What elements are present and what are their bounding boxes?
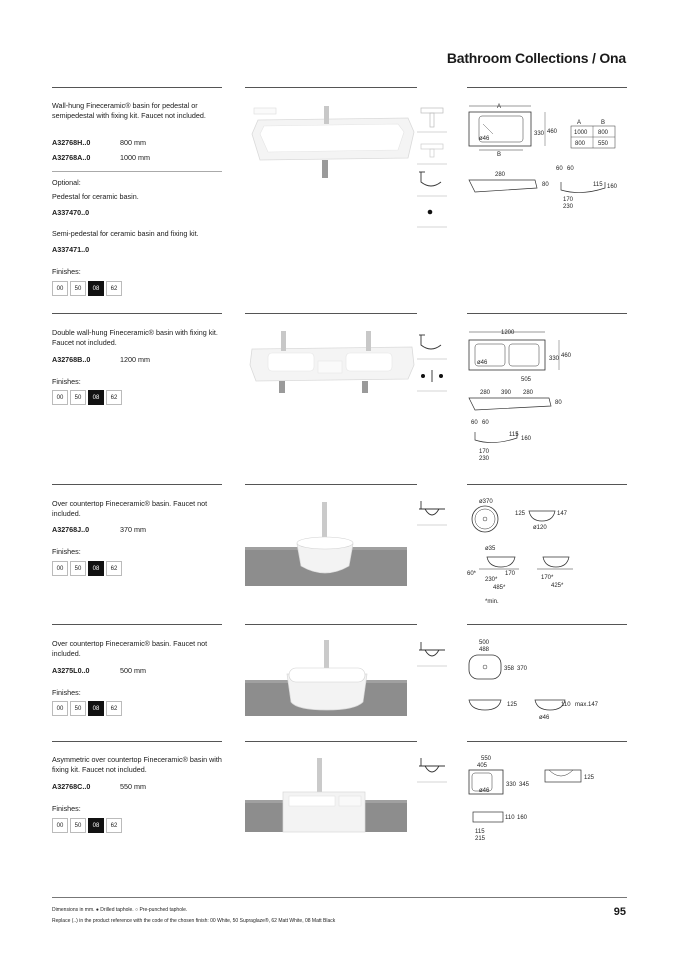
divider — [52, 171, 222, 172]
technical-drawing — [465, 326, 630, 466]
dim-label: 80 — [542, 182, 549, 188]
technical-drawing — [465, 495, 630, 610]
section-rule — [467, 624, 627, 625]
section-rule — [245, 313, 417, 314]
table-cell: 1000 — [574, 130, 588, 136]
optional-item-text: Semi-pedestal for ceramic basin and fixing kit. — [52, 229, 199, 238]
dim-label: 390 — [501, 390, 512, 396]
dim-label: 115 — [475, 829, 485, 835]
finish-swatches — [52, 701, 124, 716]
dim-label: 505 — [521, 377, 532, 383]
dim-label: 460 — [547, 129, 558, 135]
dim-label: 330 — [506, 782, 517, 788]
dim-label: 60 — [567, 166, 574, 172]
dim-label: 147 — [557, 511, 568, 517]
mounting-icons — [417, 636, 447, 672]
countertop-icon — [419, 501, 445, 515]
mounting-icons — [417, 752, 447, 788]
product-size: 550 mm — [120, 782, 146, 791]
dim-label: 1200 — [501, 330, 515, 336]
table-header: A — [577, 120, 582, 126]
dim-label: 80 — [555, 400, 562, 406]
finish-swatch: 00 — [52, 561, 68, 576]
dim-label: 230* — [485, 577, 498, 583]
finish-swatch: 00 — [52, 390, 68, 405]
dim-label: ø120 — [533, 525, 547, 531]
dim-label: ø46 — [479, 136, 490, 142]
section-rule — [467, 741, 627, 742]
dim-label: 125 — [515, 511, 526, 517]
finish-swatches — [52, 390, 124, 405]
dim-label: 170 — [479, 449, 490, 455]
product-description: Over countertop Fineceramic® basin. Faucet not included. — [52, 639, 208, 658]
finish-swatch: 08 — [88, 561, 104, 576]
table-cell: 550 — [598, 141, 609, 147]
finish-swatch: 50 — [70, 818, 86, 833]
product-photo — [245, 494, 407, 586]
wall-hung-icon — [419, 172, 441, 186]
product-code: A32768A..0 — [52, 153, 91, 162]
optional-item-code: A337470..0 — [52, 208, 90, 217]
dim-label: 485* — [493, 585, 506, 591]
dim-label: 230 — [563, 204, 574, 210]
product-code: A32768B..0 — [52, 355, 91, 364]
page-number: 95 — [613, 906, 626, 918]
product-photo — [245, 752, 407, 840]
dim-label: 488 — [479, 647, 490, 653]
finishes-label: Finishes: — [52, 377, 81, 386]
product-code: A32768J..0 — [52, 525, 90, 534]
optional-label: Optional: — [52, 178, 81, 187]
dim-label: 160 — [521, 436, 532, 442]
dim-label: ø46 — [479, 788, 490, 794]
dim-label: 160 — [517, 815, 528, 821]
double-taphole-icon — [421, 370, 443, 382]
dim-label: 110 — [561, 702, 571, 708]
finishes-label: Finishes: — [52, 804, 81, 813]
section-rule — [245, 484, 417, 485]
product-size: 1200 mm — [120, 355, 150, 364]
dim-label: max.147 — [575, 702, 599, 708]
dim-label: A — [497, 104, 502, 110]
finish-swatch: 50 — [70, 701, 86, 716]
product-size: 370 mm — [120, 525, 146, 534]
section-rule — [245, 741, 417, 742]
section-rule — [52, 313, 222, 314]
footer-rule — [52, 897, 627, 898]
dim-label: 170* — [541, 575, 554, 581]
product-code: A32768C..0 — [52, 782, 91, 791]
dim-label: 425* — [551, 583, 564, 589]
dim-label: 170 — [563, 197, 574, 203]
technical-drawing — [465, 100, 630, 212]
countertop-icon — [419, 642, 445, 656]
finishes-label: Finishes: — [52, 547, 81, 556]
pedestal-icon — [421, 108, 443, 127]
dim-label: 60 — [556, 166, 563, 172]
product-size: 800 mm — [120, 138, 146, 147]
section-rule — [467, 484, 627, 485]
section-rule — [245, 624, 417, 625]
section-rule — [52, 741, 222, 742]
dim-label: 125 — [584, 775, 595, 781]
dim-label: ø35 — [485, 546, 496, 552]
finish-swatch: 08 — [88, 701, 104, 716]
dim-label: 215 — [475, 836, 486, 842]
dim-label: 405 — [477, 763, 488, 769]
dim-label: 160 — [607, 184, 618, 190]
dim-label: 550 — [481, 756, 492, 762]
finish-swatch: 62 — [106, 390, 122, 405]
dim-label: 60 — [482, 420, 489, 426]
finish-swatches — [52, 561, 124, 576]
dim-label: 170 — [505, 571, 516, 577]
dim-label: 60* — [467, 571, 477, 577]
section-rule — [245, 87, 417, 88]
technical-drawing — [465, 636, 630, 726]
finish-swatch: 08 — [88, 390, 104, 405]
optional-item-code: A337471..0 — [52, 245, 90, 254]
dim-label: 280 — [480, 390, 491, 396]
dim-label: 370 — [517, 666, 528, 672]
finish-swatch: 50 — [70, 561, 86, 576]
dim-label: ø46 — [477, 360, 488, 366]
product-description: Wall-hung Fineceramic® basin for pedestal or semipedestal with fixing kit. Faucet not included. — [52, 101, 206, 120]
finish-swatch: 08 — [88, 281, 104, 296]
page-title: Bathroom Collections / Ona — [446, 50, 626, 66]
semi-pedestal-icon — [421, 144, 443, 157]
finish-swatch: 00 — [52, 818, 68, 833]
dim-label: 500 — [479, 640, 490, 646]
dim-label: 115 — [509, 432, 519, 438]
section-rule — [52, 87, 222, 88]
dim-label: 330 — [534, 131, 545, 137]
section-rule — [52, 484, 222, 485]
technical-drawing — [465, 752, 630, 846]
product-description: Over countertop Fineceramic® basin. Faucet not included. — [52, 499, 208, 518]
product-description: Asymmetric over countertop Fineceramic® basin with fixing kit. Faucet not included. — [52, 755, 222, 774]
product-description: Double wall-hung Fineceramic® basin with fixing kit. Faucet not included. — [52, 328, 218, 347]
finish-swatch: 50 — [70, 281, 86, 296]
dim-label: ø370 — [479, 499, 493, 505]
product-photo — [248, 325, 416, 395]
finish-swatch: 50 — [70, 390, 86, 405]
dim-label: 460 — [561, 353, 572, 359]
finish-swatch: 62 — [106, 818, 122, 833]
finish-swatch: 62 — [106, 561, 122, 576]
footer-note: Replace (..) in the product reference with the code of the chosen finish: 00 White, 50 Supraglaze®, 62 Matt White, 08 Matt Black — [52, 918, 336, 924]
table-cell: 800 — [575, 141, 586, 147]
table-cell: 800 — [598, 130, 609, 136]
finish-swatch: 00 — [52, 281, 68, 296]
dim-label: 280 — [523, 390, 534, 396]
mounting-icons — [417, 325, 447, 395]
finish-swatch: 00 — [52, 701, 68, 716]
dim-label: 110 — [505, 815, 515, 821]
finishes-label: Finishes: — [52, 688, 81, 697]
product-size: 500 mm — [120, 666, 146, 675]
product-photo — [248, 100, 416, 182]
section-rule — [467, 87, 627, 88]
countertop-icon — [419, 758, 445, 772]
finish-swatch: 62 — [106, 281, 122, 296]
mounting-icons — [417, 495, 447, 531]
dim-label: 125 — [507, 702, 518, 708]
finishes-label: Finishes: — [52, 267, 81, 276]
footer-note: Dimensions in mm. ● Drilled taphole. ○ Pre-punched taphole. — [52, 907, 188, 913]
dim-label: B — [497, 152, 502, 158]
dim-label: 280 — [495, 172, 506, 178]
product-size: 1000 mm — [120, 153, 150, 162]
dim-label: 345 — [519, 782, 530, 788]
dim-label: 358 — [504, 666, 515, 672]
dim-label: 60 — [471, 420, 478, 426]
dim-label: 115 — [593, 182, 603, 188]
optional-item-text: Pedestal for ceramic basin. — [52, 192, 139, 201]
finish-swatch: 08 — [88, 818, 104, 833]
dim-label: ø46 — [539, 715, 550, 721]
section-rule — [52, 624, 222, 625]
product-photo — [245, 636, 407, 726]
dim-label: 330 — [549, 356, 560, 362]
product-code: A3275L0..0 — [52, 666, 90, 675]
product-code: A32768H..0 — [52, 138, 91, 147]
section-rule — [467, 313, 627, 314]
mounting-icons — [417, 100, 447, 230]
finish-swatch: 62 — [106, 701, 122, 716]
table-header: B — [601, 120, 606, 126]
dim-label: *min. — [485, 599, 499, 605]
drilled-taphole-icon — [428, 210, 433, 215]
dim-label: 230 — [479, 456, 490, 462]
finish-swatches — [52, 281, 124, 296]
wall-hung-icon — [419, 335, 441, 349]
finish-swatches — [52, 818, 124, 833]
